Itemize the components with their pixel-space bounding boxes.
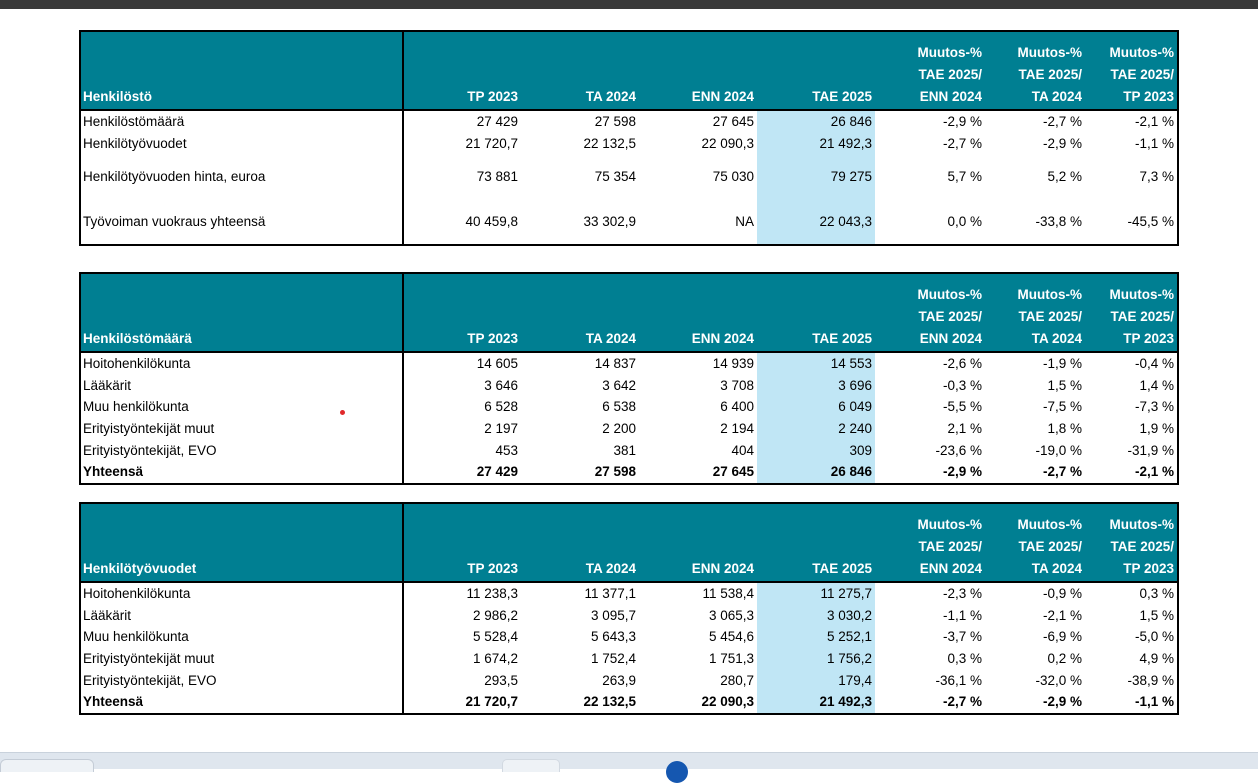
cell: 22 132,5 — [583, 135, 636, 151]
table-title: Henkilötyövuodet — [80, 503, 403, 582]
cell: -2,3 % — [942, 585, 982, 601]
cell: 22 132,5 — [583, 694, 636, 710]
change-label: TAE 2025/ — [918, 309, 982, 324]
cell: NA — [735, 214, 754, 230]
row-label: Henkilötyövuodet — [80, 133, 403, 155]
cell: 5,7 % — [947, 169, 982, 185]
cell: 0,3 % — [1139, 585, 1174, 601]
cell: 0,0 % — [947, 214, 982, 230]
cell: 14 939 — [712, 355, 754, 371]
cell: -33,8 % — [1035, 214, 1082, 230]
table-row — [80, 670, 1178, 692]
row-label: Lääkärit — [80, 605, 403, 627]
cell: -2,7 % — [942, 135, 982, 151]
table-row — [80, 626, 1178, 648]
table-henkilosto — [79, 30, 1179, 246]
cell-highlighted: 26 846 — [757, 461, 875, 484]
change-label: TA 2024 — [1031, 561, 1082, 576]
col-header: ENN 2024 — [639, 273, 757, 352]
change-col-header — [985, 31, 1085, 110]
cell: 5 643,3 — [590, 629, 636, 645]
change-col-header — [1085, 31, 1178, 110]
change-label: Muutos-% — [1109, 45, 1174, 60]
cell: 5 528,4 — [472, 629, 518, 645]
cell: -1,9 % — [1042, 355, 1082, 371]
cell: 0,2 % — [1047, 650, 1082, 666]
cell: 2 986,2 — [472, 607, 518, 623]
change-label: TAE 2025/ — [1018, 67, 1082, 82]
cell: -2,7 % — [1042, 464, 1082, 480]
change-label: ENN 2024 — [919, 561, 982, 576]
cell: 1 751,3 — [708, 650, 754, 666]
cell: 2 194 — [720, 420, 754, 436]
table-header-row — [80, 31, 1178, 110]
cell-highlighted: 3 696 — [757, 375, 875, 397]
table-total-row — [80, 691, 1178, 714]
change-label: TAE 2025/ — [918, 67, 982, 82]
change-label: Muutos-% — [917, 45, 982, 60]
cell: 6 400 — [720, 399, 754, 415]
col-header: TAE 2025 — [757, 31, 875, 110]
app-icon[interactable] — [666, 761, 688, 783]
bottom-tab[interactable] — [0, 759, 94, 772]
cell: 6 538 — [602, 399, 636, 415]
cell: -2,7 % — [1042, 113, 1082, 129]
col-header: TAE 2025 — [757, 273, 875, 352]
cell: 5,2 % — [1047, 169, 1082, 185]
change-label: ENN 2024 — [919, 89, 982, 104]
cursor-marker — [340, 410, 345, 415]
table-row — [80, 110, 1178, 133]
change-col-header — [1085, 503, 1178, 582]
change-label: Muutos-% — [917, 517, 982, 532]
cell: 11 238,3 — [466, 585, 518, 601]
cell: 1,5 % — [1139, 607, 1174, 623]
cell: 27 645 — [712, 464, 754, 480]
cell: -2,7 % — [942, 694, 982, 710]
cell: -7,3 % — [1134, 399, 1174, 415]
table-henkilotyovuodet — [79, 502, 1179, 715]
cell: 73 881 — [476, 169, 518, 185]
change-label: TA 2024 — [1031, 89, 1082, 104]
change-label: TP 2023 — [1123, 89, 1174, 104]
change-label: TAE 2025/ — [1018, 309, 1082, 324]
cell: 75 354 — [594, 169, 636, 185]
cell: -1,1 % — [942, 607, 982, 623]
change-label: Muutos-% — [917, 287, 982, 302]
cell: 3 642 — [602, 377, 636, 393]
row-label: Erityistyöntekijät muut — [80, 648, 403, 670]
cell: 27 429 — [476, 113, 518, 129]
cell: 14 837 — [594, 355, 636, 371]
cell-highlighted: 21 492,3 — [757, 133, 875, 155]
cell: -2,9 % — [942, 464, 982, 480]
window-bottom-bar — [0, 752, 1258, 769]
table-total-row — [80, 461, 1178, 484]
row-label: Yhteensä — [80, 691, 403, 714]
cell: 1,4 % — [1139, 377, 1174, 393]
table-row — [80, 418, 1178, 440]
change-col-header — [1085, 273, 1178, 352]
cell: 3 708 — [720, 377, 754, 393]
col-header: TA 2024 — [521, 273, 639, 352]
cell-highlighted: 1 756,2 — [757, 648, 875, 670]
cell: -38,9 % — [1127, 672, 1174, 688]
cell: 1,5 % — [1047, 377, 1082, 393]
cell: -32,0 % — [1035, 672, 1082, 688]
row-label: Erityistyöntekijät, EVO — [80, 440, 403, 462]
change-col-header — [875, 31, 985, 110]
cell: 3 065,3 — [708, 607, 754, 623]
cell: 263,9 — [602, 672, 636, 688]
cell: 381 — [613, 442, 636, 458]
row-label: Työvoiman vuokraus yhteensä — [80, 200, 403, 245]
row-label: Lääkärit — [80, 375, 403, 397]
cell: 7,3 % — [1139, 169, 1174, 185]
cell: -19,0 % — [1035, 442, 1082, 458]
cell: -45,5 % — [1127, 214, 1174, 230]
change-label: TAE 2025/ — [1110, 539, 1174, 554]
table-title: Henkilöstö — [80, 31, 403, 110]
row-label: Yhteensä — [80, 461, 403, 484]
table-title: Henkilöstömäärä — [80, 273, 403, 352]
cell: 6 528 — [484, 399, 518, 415]
row-label: Erityistyöntekijät muut — [80, 418, 403, 440]
col-header: ENN 2024 — [639, 31, 757, 110]
change-label: TAE 2025/ — [1110, 309, 1174, 324]
change-label: TAE 2025/ — [918, 539, 982, 554]
cell: 40 459,8 — [465, 214, 518, 230]
cell: 1 752,4 — [590, 650, 636, 666]
table-row — [80, 352, 1178, 375]
change-label: TAE 2025/ — [1110, 67, 1174, 82]
col-header: TAE 2025 — [757, 503, 875, 582]
cell: -1,1 % — [1134, 135, 1174, 151]
cell: -23,6 % — [935, 442, 982, 458]
table-row — [80, 648, 1178, 670]
cell: 27 598 — [594, 113, 636, 129]
change-label: Muutos-% — [1017, 517, 1082, 532]
cell-highlighted: 21 492,3 — [757, 691, 875, 714]
cell: -7,5 % — [1042, 399, 1082, 415]
table-row — [80, 154, 1178, 200]
cell-highlighted: 11 275,7 — [757, 582, 875, 605]
cell: 11 377,1 — [584, 585, 636, 601]
change-label: TA 2024 — [1031, 331, 1082, 346]
change-col-header — [875, 503, 985, 582]
cell: 1 674,2 — [472, 650, 518, 666]
cell: 2 200 — [602, 420, 636, 436]
change-label: Muutos-% — [1017, 287, 1082, 302]
table-header-row — [80, 503, 1178, 582]
cell-highlighted: 26 846 — [757, 110, 875, 133]
table-row — [80, 582, 1178, 605]
cell: 27 598 — [594, 464, 636, 480]
cell: 280,7 — [720, 672, 754, 688]
cell: -31,9 % — [1127, 442, 1174, 458]
cell: -2,9 % — [942, 113, 982, 129]
row-label: Henkilötyövuoden hinta, euroa — [80, 154, 403, 200]
row-label: Hoitohenkilökunta — [80, 352, 403, 375]
cell: 404 — [731, 442, 754, 458]
change-col-header — [985, 503, 1085, 582]
change-label: Muutos-% — [1109, 517, 1174, 532]
change-col-header — [985, 273, 1085, 352]
change-label: TAE 2025/ — [1018, 539, 1082, 554]
cell: 4,9 % — [1139, 650, 1174, 666]
cell: 0,3 % — [947, 650, 982, 666]
cell: 14 605 — [476, 355, 518, 371]
cell: -36,1 % — [935, 672, 982, 688]
cell-highlighted: 22 043,3 — [757, 200, 875, 245]
change-label: TP 2023 — [1123, 331, 1174, 346]
bottom-tab[interactable] — [502, 759, 560, 772]
col-header: TP 2023 — [403, 503, 521, 582]
table-henkilostomaara — [79, 272, 1179, 485]
col-header: TP 2023 — [403, 31, 521, 110]
cell-highlighted: 179,4 — [757, 670, 875, 692]
cell: 453 — [495, 442, 518, 458]
cell: -5,5 % — [942, 399, 982, 415]
cell: -5,0 % — [1134, 629, 1174, 645]
cell: 33 302,9 — [583, 214, 636, 230]
cell: 27 645 — [712, 113, 754, 129]
change-label: TP 2023 — [1123, 561, 1174, 576]
cell: -3,7 % — [942, 629, 982, 645]
row-label: Muu henkilökunta — [80, 396, 403, 418]
col-header: TA 2024 — [521, 503, 639, 582]
cell: -2,1 % — [1042, 607, 1082, 623]
cell: 21 720,7 — [465, 694, 518, 710]
row-label: Hoitohenkilökunta — [80, 582, 403, 605]
window-top-bar — [0, 0, 1258, 9]
row-label: Henkilöstömäärä — [80, 110, 403, 133]
cell: -2,6 % — [942, 355, 982, 371]
cell: -1,1 % — [1134, 694, 1174, 710]
row-label: Muu henkilökunta — [80, 626, 403, 648]
cell-highlighted: 6 049 — [757, 396, 875, 418]
cell: 22 090,3 — [701, 135, 754, 151]
col-header: TA 2024 — [521, 31, 639, 110]
cell: 1,8 % — [1047, 420, 1082, 436]
table-row — [80, 396, 1178, 418]
cell: -0,9 % — [1042, 585, 1082, 601]
row-label: Erityistyöntekijät, EVO — [80, 670, 403, 692]
cell-highlighted: 3 030,2 — [757, 605, 875, 627]
cell-highlighted: 5 252,1 — [757, 626, 875, 648]
change-label: ENN 2024 — [919, 331, 982, 346]
cell: 3 646 — [484, 377, 518, 393]
cell: -2,1 % — [1134, 464, 1174, 480]
table-row — [80, 375, 1178, 397]
cell: 11 538,4 — [702, 585, 754, 601]
cell: -0,3 % — [942, 377, 982, 393]
cell: 3 095,7 — [590, 607, 636, 623]
change-label: Muutos-% — [1109, 287, 1174, 302]
table-header-row — [80, 273, 1178, 352]
change-label: Muutos-% — [1017, 45, 1082, 60]
table-row — [80, 200, 1178, 245]
cell-highlighted: 309 — [757, 440, 875, 462]
cell-highlighted: 14 553 — [757, 352, 875, 375]
cell: -2,1 % — [1134, 113, 1174, 129]
cell-highlighted: 2 240 — [757, 418, 875, 440]
col-header: TP 2023 — [403, 273, 521, 352]
cell: 27 429 — [476, 464, 518, 480]
cell: 21 720,7 — [465, 135, 518, 151]
cell: -6,9 % — [1042, 629, 1082, 645]
cell: 293,5 — [484, 672, 518, 688]
cell: -2,9 % — [1042, 135, 1082, 151]
cell: -2,9 % — [1042, 694, 1082, 710]
cell: 75 030 — [712, 169, 754, 185]
table-row — [80, 605, 1178, 627]
table-row — [80, 440, 1178, 462]
cell: 2 197 — [484, 420, 518, 436]
col-header: ENN 2024 — [639, 503, 757, 582]
cell-highlighted: 79 275 — [757, 154, 875, 200]
cell: 5 454,6 — [708, 629, 754, 645]
table-row — [80, 133, 1178, 155]
cell: 1,9 % — [1139, 420, 1174, 436]
cell: -0,4 % — [1134, 355, 1174, 371]
change-col-header — [875, 273, 985, 352]
cell: 2,1 % — [947, 420, 982, 436]
cell: 22 090,3 — [701, 694, 754, 710]
